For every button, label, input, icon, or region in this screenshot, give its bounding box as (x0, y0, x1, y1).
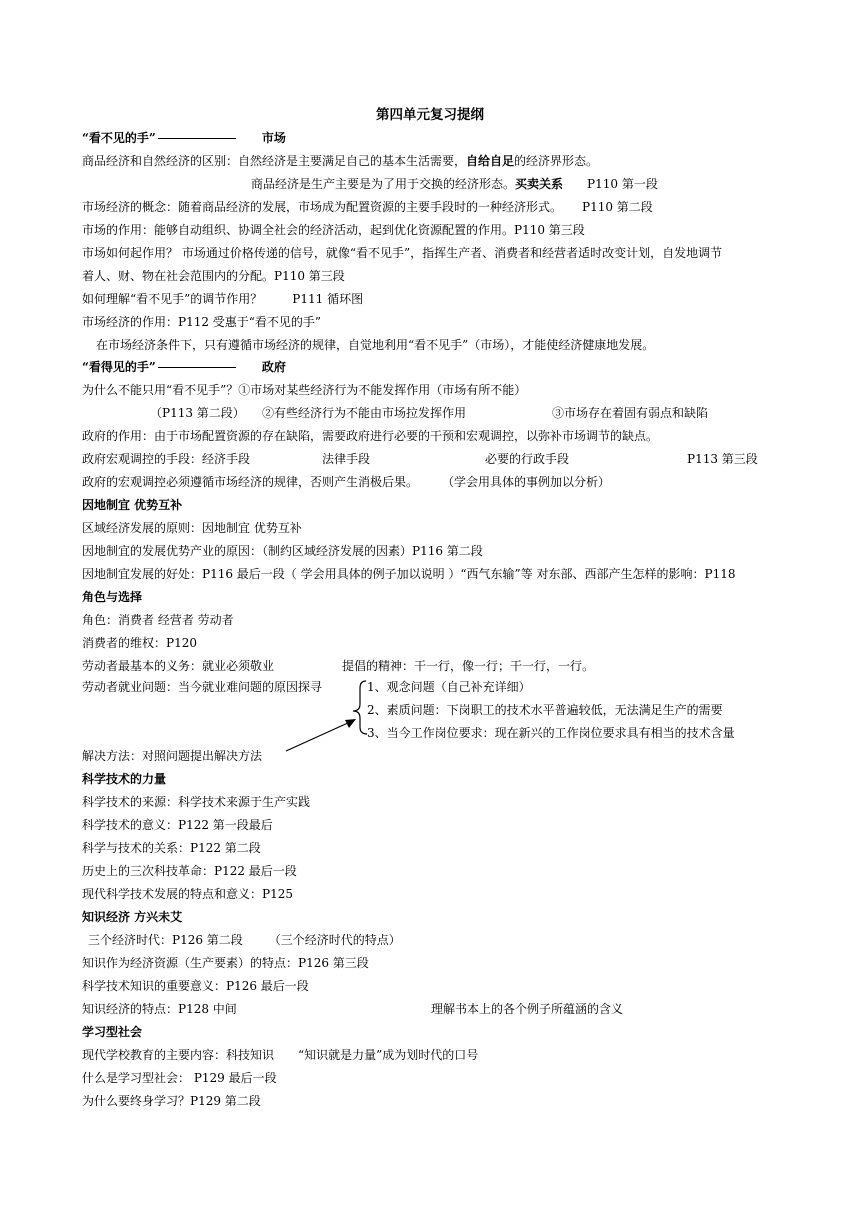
text: 三个经济时代：P126 第二段 (88, 933, 243, 947)
line-market-economy-concept (82, 199, 653, 215)
line-macro-means: 政府宏观调控的手段：经济手段 (82, 452, 251, 466)
line-reason-2: ②有些经济行为不能由市场拉发挥作用 (262, 406, 467, 420)
line-modern-tech: 现代科学技术发展的特点和意义：P125 (82, 887, 293, 901)
line-government-role: 政府的作用：由于市场配置资源的存在缺陷，需要政府进行必要的干预和宏观调控，以弥补市场调节的缺点。 (82, 429, 659, 443)
line-market-role: 市场的作用：能够自动组织、协调全社会的经济活动，起到优化资源配置的作用。P110 第三段 (82, 223, 585, 237)
line-ref-p113-3: P113 第三段 (687, 452, 758, 466)
heading-text: “看得见的手” (82, 360, 156, 374)
line-advantage-benefit: 因地制宜发展的好处：P116 最后一段（ 学会用具体的例子加以说明 ）“西气东输”等 对东部、西部产生怎样的影响：P118 (82, 567, 736, 581)
section-heading-invisible-hand (82, 130, 286, 146)
line-learning-society: 什么是学习型社会： P129 最后一段 (82, 1071, 277, 1085)
line-school-education (82, 1047, 478, 1063)
line-advantage-reason: 因地制宜的发展优势产业的原因：（制约区域经济发展的因素）P116 第二段 (82, 544, 483, 558)
line-market-conclusion: 在市场经济条件下，只有遵循市场经济的规律，自觉地利用“看不见手”（市场），才能使经济健康地发展。 (96, 338, 655, 352)
note: （学会用具体的事例加以分析） (448, 475, 611, 489)
line-why-not-only-market: 为什么不能只用“看不见手”？①市场对某些经济行为不能发挥作用（市场有所不能） (82, 383, 527, 397)
text: 商品经济和自然经济的区别：自然经济是主要满足自己的基本生活需要， (82, 154, 467, 168)
bold-text: 买卖关系 (515, 177, 564, 191)
arrow-line (286, 722, 350, 751)
line-science-relation: 科学与技术的关系：P122 第二段 (82, 841, 261, 855)
note: （三个经济时代的特点） (268, 933, 401, 947)
section-heading-visible-hand (82, 359, 286, 375)
line-admin-means: 必要的行政手段 (485, 452, 570, 466)
line-understand-regulation (82, 291, 363, 307)
line-market-how: 市场如何起作用？ 市场通过价格传递的信号，就像“看不见手”，指挥生产者、消费者和经营者适时改变计划，自发地调节 (82, 246, 723, 260)
line-science-source: 科学技术的来源：科学技术来源于生产实践 (82, 795, 311, 809)
section-heading-science: 科学技术的力量 (82, 772, 167, 786)
section-heading-learning-society: 学习型社会 (82, 1025, 143, 1039)
text: 商品经济是生产主要是为了用于交换的经济形态。 (251, 177, 516, 191)
line-lifelong-learning: 为什么要终身学习？P129 第二段 (82, 1094, 261, 1108)
heading-dash (158, 367, 236, 368)
line-advocated-spirit: 提倡的精神：干一行，像一行；干一行，一行。 (342, 659, 595, 673)
reason-item-1: 1、观念问题（自己补充详细） (367, 680, 531, 694)
bold-text: 自给自足 (466, 154, 515, 168)
line-reason-3: ③市场存在着固有弱点和缺陷 (552, 406, 709, 420)
line-roles: 角色：消费者 经营者 劳动者 (82, 613, 234, 627)
line-knowledge-importance: 科学技术知识的重要意义：P126 最后一段 (82, 979, 309, 993)
page-title: 第四单元复习提纲 (376, 107, 484, 123)
reason-item-3: 3、当今工作岗位要求：现在新兴的工作岗位要求具有相当的技术含量 (367, 726, 735, 740)
heading-dash (158, 138, 236, 139)
line-knowledge-resource: 知识作为经济资源（生产要素）的特点：P126 第三段 (82, 956, 369, 970)
line-market-economy-effect: 市场经济的作用：P112 受惠于“看不见的手” (82, 315, 322, 329)
line-macro-rule (82, 474, 610, 490)
text: 的经济界形态。 (514, 154, 599, 168)
line-employment-problem: 劳动者就业问题：当今就业难问题的原因探寻 (82, 680, 323, 694)
line-three-eras (88, 932, 401, 948)
text: 政府的宏观调控必须遵循市场经济的规律，否则产生消极后果。 (82, 475, 419, 489)
heading-text: “看不见的手” (82, 131, 156, 145)
line-economy-difference (82, 153, 598, 169)
slogan: “知识就是力量”成为划时代的口号 (298, 1048, 479, 1062)
line-science-meaning: 科学技术的意义：P122 第一段最后 (82, 818, 273, 832)
arrow-head-icon (345, 719, 356, 728)
line-regional-principle: 区域经济发展的原则：因地制宜 优势互补 (82, 521, 302, 535)
text: 市场经济的概念：随着商品经济的发展，市场成为配置资源的主要手段时的一种经济形式。 (82, 200, 563, 214)
line-market-how-cont: 着人、财、物在社会范围内的分配。P110 第三段 (82, 269, 345, 283)
section-heading-local-conditions: 因地制宜 优势互补 (82, 498, 183, 512)
page-ref: P110 第一段 (587, 177, 658, 191)
text: 现代学校教育的主要内容：科技知识 (82, 1048, 275, 1062)
reason-item-2: 2、素质问题：下岗职工的技术水平普遍较低，无法满足生产的需要 (367, 703, 723, 717)
line-tech-revolutions: 历史上的三次科技革命：P122 最后一段 (82, 864, 297, 878)
line-worker-duty: 劳动者最基本的义务：就业必须敬业 (82, 659, 275, 673)
heading-subject: 政府 (261, 360, 286, 374)
line-commodity-economy (251, 176, 658, 192)
page-ref: P110 第二段 (582, 200, 653, 214)
line-solution: 解决方法：对照问题提出解决方法 (82, 749, 263, 763)
line-knowledge-features: 知识经济的特点：P128 中间 (82, 1002, 237, 1016)
line-ref-p113: （P113 第二段） (150, 406, 245, 420)
text: 如何理解“看不见手”的调节作用？ (82, 292, 263, 306)
heading-subject: 市场 (261, 131, 286, 145)
page-ref: P111 循环图 (292, 292, 364, 306)
line-consumer-rights: 消费者的维权：P120 (82, 636, 197, 650)
line-legal-means: 法律手段 (322, 452, 371, 466)
line-understand-examples: 理解书本上的各个例子所蕴涵的含义 (431, 1002, 624, 1016)
brace-shape (353, 681, 367, 734)
section-heading-roles: 角色与选择 (82, 590, 143, 604)
section-heading-knowledge-economy: 知识经济 方兴未艾 (82, 910, 183, 924)
